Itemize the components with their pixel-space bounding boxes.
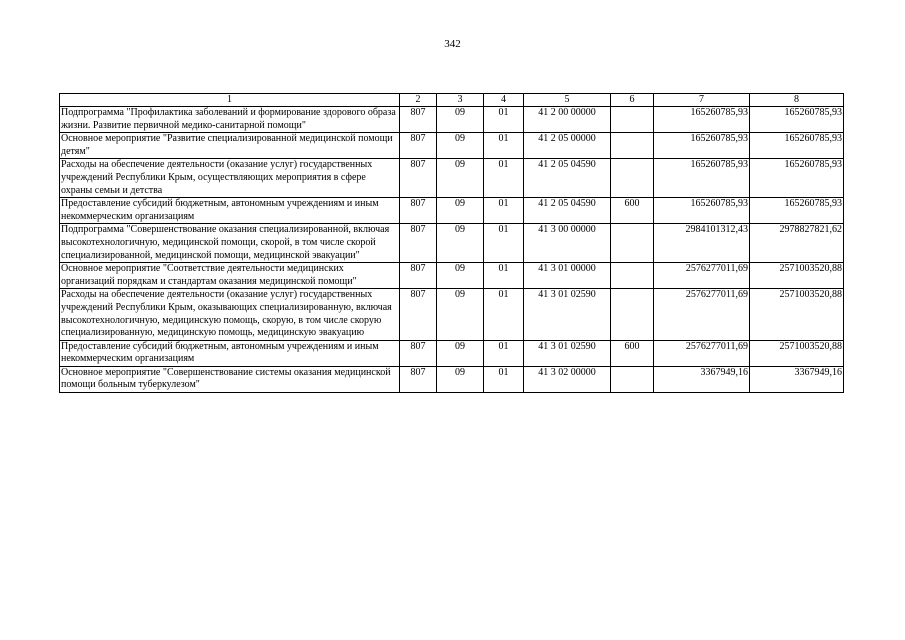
cell-col3: 09 xyxy=(437,340,484,366)
cell-col7-amount: 2576277011,69 xyxy=(654,263,750,289)
cell-col3: 09 xyxy=(437,198,484,224)
row-name: Подпрограмма "Профилактика заболеваний и формирование здорового образа жизни. Развитие первичной медико-санитарной помощи" xyxy=(60,107,400,133)
cell-col6: 600 xyxy=(611,198,654,224)
cell-col8-amount: 165260785,93 xyxy=(750,159,844,198)
row-name: Расходы на обеспечение деятельности (оказание услуг) государственных учреждений Республики Крым, оказывающих специализированную, включая высокотехнологичную, медицинскую помощь, скорую, в том числе скорую специализированную, медицинскую помощь, медицинскую эвакуацию xyxy=(60,289,400,340)
cell-col3: 09 xyxy=(437,224,484,263)
cell-col5: 41 3 01 00000 xyxy=(524,263,611,289)
table-row xyxy=(60,263,844,289)
cell-col6 xyxy=(611,107,654,133)
cell-col5: 41 3 01 02590 xyxy=(524,289,611,340)
column-header: 7 xyxy=(654,94,750,107)
cell-col6 xyxy=(611,133,654,159)
cell-col6 xyxy=(611,289,654,340)
cell-col4: 01 xyxy=(484,263,524,289)
cell-col8-amount: 165260785,93 xyxy=(750,107,844,133)
table-row xyxy=(60,107,844,133)
cell-col5: 41 2 05 04590 xyxy=(524,159,611,198)
cell-col8-amount: 2571003520,88 xyxy=(750,263,844,289)
cell-col4: 01 xyxy=(484,366,524,392)
cell-col3: 09 xyxy=(437,107,484,133)
cell-col7-amount: 3367949,16 xyxy=(654,366,750,392)
cell-col3: 09 xyxy=(437,263,484,289)
cell-col2: 807 xyxy=(400,159,437,198)
cell-col8-amount: 2978827821,62 xyxy=(750,224,844,263)
cell-col5: 41 3 00 00000 xyxy=(524,224,611,263)
cell-col8-amount: 165260785,93 xyxy=(750,133,844,159)
cell-col2: 807 xyxy=(400,133,437,159)
row-name: Основное мероприятие "Развитие специализированной медицинской помощи детям" xyxy=(60,133,400,159)
column-header: 4 xyxy=(484,94,524,107)
cell-col4: 01 xyxy=(484,107,524,133)
row-name: Основное мероприятие "Соответствие деятельности медицинских организаций порядкам и стандартам оказания медицинской помощи" xyxy=(60,263,400,289)
cell-col7-amount: 2984101312,43 xyxy=(654,224,750,263)
column-header: 2 xyxy=(400,94,437,107)
cell-col8-amount: 165260785,93 xyxy=(750,198,844,224)
cell-col4: 01 xyxy=(484,133,524,159)
cell-col5: 41 3 02 00000 xyxy=(524,366,611,392)
cell-col6 xyxy=(611,224,654,263)
page-number: 342 xyxy=(444,38,461,50)
cell-col2: 807 xyxy=(400,263,437,289)
table-row xyxy=(60,198,844,224)
table-row xyxy=(60,224,844,263)
column-header: 3 xyxy=(437,94,484,107)
cell-col7-amount: 165260785,93 xyxy=(654,198,750,224)
cell-col7-amount: 2576277011,69 xyxy=(654,340,750,366)
row-name: Основное мероприятие "Совершенствование системы оказания медицинской помощи больным туберкулезом" xyxy=(60,366,400,392)
column-header: 8 xyxy=(750,94,844,107)
cell-col6: 600 xyxy=(611,340,654,366)
cell-col7-amount: 165260785,93 xyxy=(654,159,750,198)
cell-col2: 807 xyxy=(400,366,437,392)
cell-col6 xyxy=(611,159,654,198)
table-row xyxy=(60,133,844,159)
cell-col4: 01 xyxy=(484,224,524,263)
table-row xyxy=(60,159,844,198)
cell-col8-amount: 3367949,16 xyxy=(750,366,844,392)
table-row xyxy=(60,366,844,392)
cell-col7-amount: 165260785,93 xyxy=(654,107,750,133)
cell-col2: 807 xyxy=(400,107,437,133)
table-header-row xyxy=(60,94,844,107)
cell-col4: 01 xyxy=(484,198,524,224)
column-header: 6 xyxy=(611,94,654,107)
cell-col2: 807 xyxy=(400,224,437,263)
cell-col4: 01 xyxy=(484,289,524,340)
cell-col6 xyxy=(611,366,654,392)
row-name: Предоставление субсидий бюджетным, автономным учреждениям и иным некоммерческим организациям xyxy=(60,340,400,366)
row-name: Предоставление субсидий бюджетным, автономным учреждениям и иным некоммерческим организациям xyxy=(60,198,400,224)
cell-col3: 09 xyxy=(437,366,484,392)
column-header: 1 xyxy=(60,94,400,107)
cell-col7-amount: 165260785,93 xyxy=(654,133,750,159)
cell-col4: 01 xyxy=(484,340,524,366)
cell-col8-amount: 2571003520,88 xyxy=(750,340,844,366)
cell-col3: 09 xyxy=(437,289,484,340)
cell-col7-amount: 2576277011,69 xyxy=(654,289,750,340)
cell-col3: 09 xyxy=(437,133,484,159)
budget-table xyxy=(59,93,844,393)
table-row xyxy=(60,340,844,366)
cell-col3: 09 xyxy=(437,159,484,198)
table-row xyxy=(60,289,844,340)
cell-col2: 807 xyxy=(400,289,437,340)
cell-col2: 807 xyxy=(400,198,437,224)
cell-col5: 41 2 05 00000 xyxy=(524,133,611,159)
cell-col5: 41 2 00 00000 xyxy=(524,107,611,133)
column-header: 5 xyxy=(524,94,611,107)
cell-col6 xyxy=(611,263,654,289)
row-name: Расходы на обеспечение деятельности (оказание услуг) государственных учреждений Республики Крым, осуществляющих мероприятия в сфере охраны семьи и детства xyxy=(60,159,400,198)
cell-col8-amount: 2571003520,88 xyxy=(750,289,844,340)
cell-col2: 807 xyxy=(400,340,437,366)
cell-col4: 01 xyxy=(484,159,524,198)
cell-col5: 41 2 05 04590 xyxy=(524,198,611,224)
row-name: Подпрограмма "Совершенствование оказания специализированной, включая высокотехнологичную, медицинской помощи, скорой, в том числе скорой специализированной, медицинской помощи, медицинской эвакуации" xyxy=(60,224,400,263)
cell-col5: 41 3 01 02590 xyxy=(524,340,611,366)
